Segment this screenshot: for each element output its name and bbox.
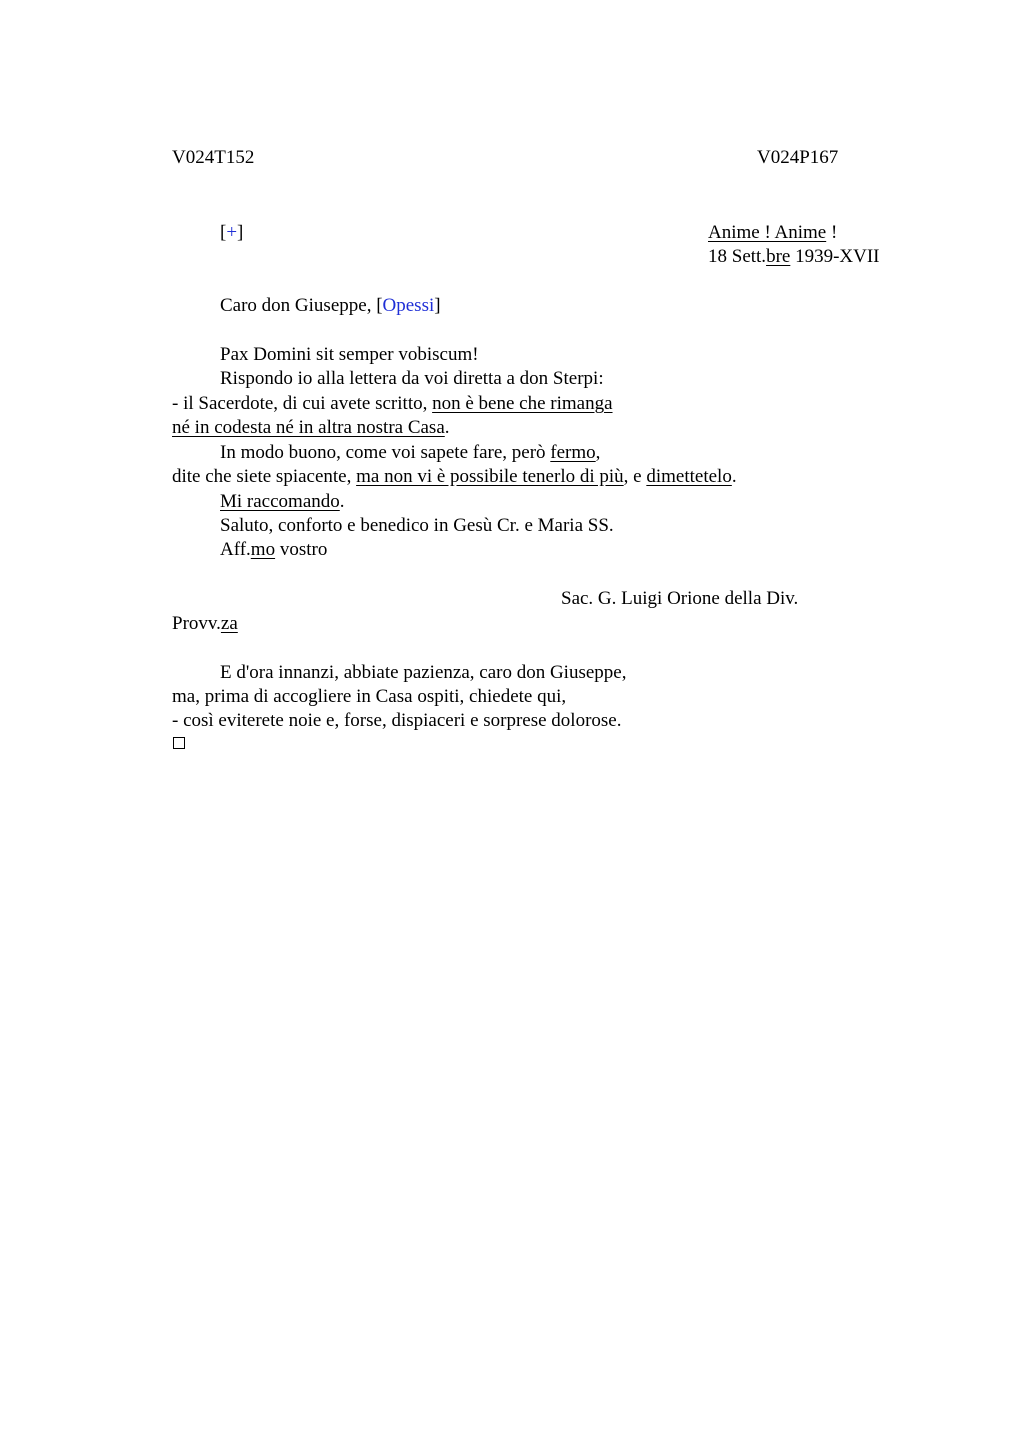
signature-line-1: Sac. G. Luigi Orione della Div. [561, 588, 799, 609]
document-code-right: V024P167 [757, 147, 839, 168]
body-line-6-underlined-2: dimettetelo [646, 466, 732, 487]
body-line-6-mid: , e [623, 466, 647, 487]
body-line-3-underlined: non è bene che rimanga [432, 393, 613, 414]
salutation-name: Opessi [382, 295, 435, 316]
body-line-9-end: vostro [275, 539, 328, 560]
body-line-4-text: . [444, 417, 450, 438]
body-line-7 [220, 490, 345, 514]
date-suffix: 1939-XVII [790, 246, 880, 267]
body-line-7-underlined: Mi raccomando [220, 491, 340, 512]
marker-close: ] [237, 222, 244, 243]
cross-marker [220, 221, 243, 245]
body-line-6-underlined: ma non vi è possibile tenerlo di più [356, 466, 624, 487]
body-line-4-underlined: né in codesta né in altra nostra Casa [172, 417, 445, 438]
body-line-5-underlined: fermo [550, 442, 596, 463]
motto-exclaim: ! [826, 222, 838, 243]
body-line-4 [172, 416, 450, 440]
body-line-3 [172, 392, 613, 416]
motto-underlined: Anime ! Anime [708, 222, 827, 243]
cross-icon: + [226, 222, 238, 243]
body-line-5-text: In modo buono, come voi sapete fare, però [220, 442, 551, 463]
body-line-2: Rispondo io alla lettera da voi diretta a don Sterpi: [220, 368, 604, 389]
body-line-7-end: . [339, 491, 345, 512]
signature-line-2-underlined: za [220, 613, 238, 634]
body-line-8: Saluto, conforto e benedico in Gesù Cr. e Maria SS. [220, 515, 614, 536]
postscript-line-2: ma, prima di accogliere in Casa ospiti, chiedete qui, [172, 686, 567, 707]
body-line-6-text: dite che siete spiacente, [172, 466, 357, 487]
date-line [708, 245, 880, 269]
date-prefix: 18 Sett. [708, 246, 767, 267]
marker-open: [ [220, 222, 227, 243]
motto-line [708, 221, 837, 245]
date-superscript: bre [766, 246, 791, 267]
postscript-line-1: E d'ora innanzi, abbiate pazienza, caro don Giuseppe, [220, 662, 627, 683]
body-line-5 [220, 441, 600, 465]
body-line-6-end: . [731, 466, 737, 487]
salutation-text: Caro don Giuseppe, [ [220, 295, 383, 316]
document-code-left: V024T152 [172, 147, 255, 168]
body-line-9-underlined: mo [250, 539, 276, 560]
body-line-5-end: , [595, 442, 601, 463]
signature-line-2-text: Provv. [172, 613, 221, 634]
body-line-6 [172, 465, 737, 489]
salutation-close: ] [434, 295, 441, 316]
end-box-icon [173, 737, 185, 749]
postscript-line-3: - così eviterete noie e, forse, dispiaceri e sorprese dolorose. [172, 710, 622, 731]
signature-line-2 [172, 612, 238, 636]
body-line-9-text: Aff. [220, 539, 251, 560]
body-line-1: Pax Domini sit semper vobiscum! [220, 344, 479, 365]
body-line-9 [220, 538, 327, 562]
body-line-3-text: - il Sacerdote, di cui avete scritto, [172, 393, 433, 414]
salutation [220, 294, 441, 318]
